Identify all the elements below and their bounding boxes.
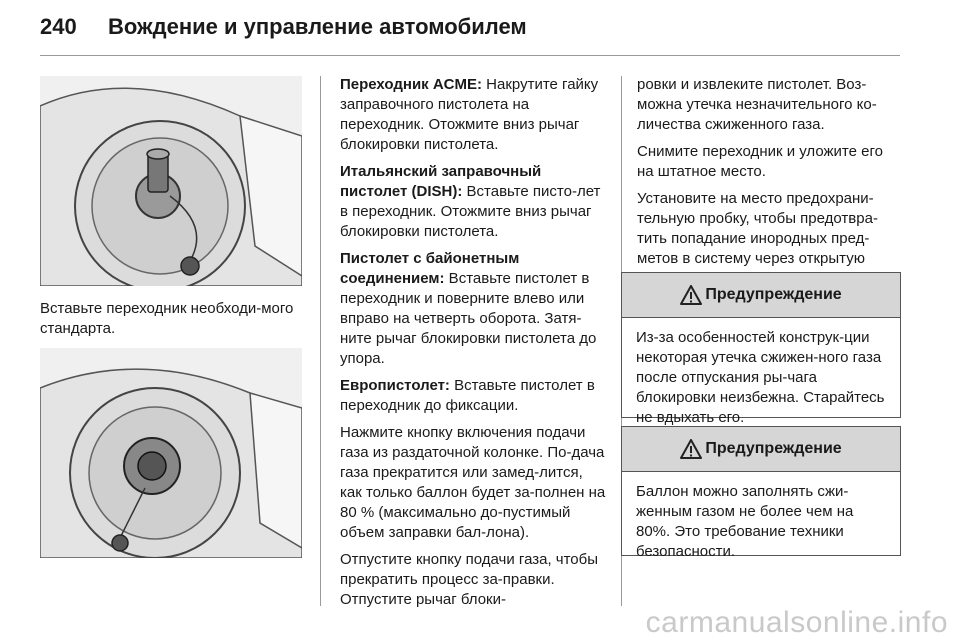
paragraph-bayonet [340,249,606,369]
warning-header-2 [622,427,900,472]
warning-title-1: Предупреждение [705,286,842,303]
page-number: 240 [40,14,77,39]
text-bayonet: Вставьте пистолет в переходник и поверните влево или вправо на четверть оборота. Затя-ните рычаг блокировки пистолета до упора. [340,270,597,367]
paragraph-euro [340,376,606,416]
paragraph-install-cap: Установите на место предохрани-тельную пробку, чтобы предотвра-тить попадание инородных пред-метов в систему через открытую [637,190,878,267]
figure-2-illustration [40,348,302,558]
figure-fuel-flap-adapter [40,76,302,286]
warning-title-2: Предупреждение [705,440,842,457]
text-dish: Вставьте писто-лет в переходник. Отожмите вниз рычаг блокировки пистолета. [340,183,601,240]
warning-text-2: Баллон можно заполнять сжи-женным газом не более чем на 80%. Это требование техники безопасности. [636,483,854,560]
text-acme: Накрутите гайку заправочного пистолета на переходник. Отожмите вниз рычаг блокировки пистолета. [340,76,599,153]
warning-header-1 [622,273,900,318]
heading-dish: Итальянский заправочный пистолет (DISH): [340,163,542,200]
paragraph-remove-nozzle: ровки и извлеките пистолет. Воз-можна утечка незначительного ко-личества сжиженного газа. [637,76,877,133]
warning-box-2 [621,426,901,560]
warning-box-1 [621,272,901,426]
paragraph-acme [340,75,606,155]
warning-triangle-icon [680,439,702,459]
page-title: Вождение и управление автомобилем [108,14,527,39]
heading-acme: Переходник ACME: [340,76,483,93]
figure-adapter-on-neck [40,348,302,558]
warning-text-1: Из-за особенностей конструк-ции некоторая утечка сжижен-ного газа после отпускания ры-чага блокировки неизбежна. Старайтесь не вдыхать его. [636,329,885,426]
paragraph-dish [340,162,606,242]
paragraph-release-button: Отпустите кнопку подачи газа, чтобы прекратить процесс за-правки. Отпустите рычаг блоки- [340,551,599,608]
header-divider [40,55,900,56]
watermark: carmanualsonline.info [645,606,948,639]
figure-caption: Вставьте переходник необходи-мого стандарта. [40,300,294,337]
heading-euro: Европистолет: [340,377,450,394]
middle-column [340,75,606,617]
heading-bayonet: Пистолет с байонетным соединением: [340,250,520,287]
paragraph-press-button: Нажмите кнопку включения подачи газа из раздаточной колонке. По-дача газа прекратится или замед-лится, как только баллон будет за-полнен на 80 % (максимально до-пустимый объем заправки бал-лона). [340,424,606,541]
page-header [40,14,527,50]
figure-1-illustration [40,76,302,286]
text-euro: Вставьте пистолет в переходник до фиксации. [340,377,595,414]
paragraph-store-adapter: Снимите переходник и уложите его на штатное место. [637,143,883,180]
right-column [637,75,901,296]
column-divider-1 [320,76,321,606]
warning-triangle-icon [680,285,702,305]
